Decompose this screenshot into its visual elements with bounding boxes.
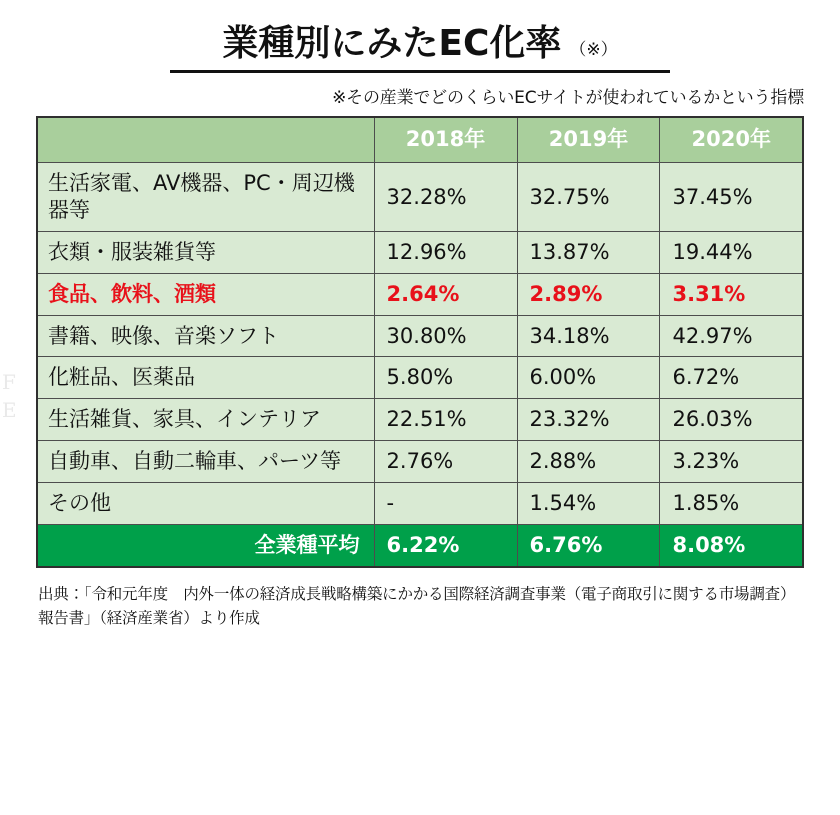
page-title-text: 業種別にみたEC化率 bbox=[222, 23, 562, 64]
cell-2020: 3.31% bbox=[660, 273, 803, 315]
table-row bbox=[37, 357, 803, 399]
cell-2020: 19.44% bbox=[660, 231, 803, 273]
cell-2019: 32.75% bbox=[517, 163, 660, 232]
cell-2018: - bbox=[374, 483, 517, 525]
cell-2019: 2.88% bbox=[517, 441, 660, 483]
subtitle-note: ※その産業でどのくらいECサイトが使われているかという指標 bbox=[332, 87, 804, 108]
cell-2019: 13.87% bbox=[517, 231, 660, 273]
decorative-edge-mark: F bbox=[2, 370, 16, 394]
total-label: 全業種平均 bbox=[37, 524, 374, 566]
row-label: その他 bbox=[37, 483, 374, 525]
cell-2019: 2.89% bbox=[517, 273, 660, 315]
row-label: 生活雑貨、家具、インテリア bbox=[37, 399, 374, 441]
table-footer bbox=[37, 524, 803, 566]
cell-2018: 22.51% bbox=[374, 399, 517, 441]
cell-2019: 23.32% bbox=[517, 399, 660, 441]
cell-2020: 6.72% bbox=[660, 357, 803, 399]
title-underline bbox=[170, 70, 670, 73]
total-2019: 6.76% bbox=[517, 524, 660, 566]
row-label: 化粧品、医薬品 bbox=[37, 357, 374, 399]
source-note: 出典：「令和元年度 内外一体の経済成長戦略構築にかかる国際経済調査事業（電子商取引に関する市場調査）報告書」（経済産業省）より作成 bbox=[38, 584, 796, 627]
cell-2020: 26.03% bbox=[660, 399, 803, 441]
page-title-note: （※） bbox=[569, 39, 618, 60]
row-label: 衣類・服装雑貨等 bbox=[37, 231, 374, 273]
table-row-highlighted bbox=[37, 273, 803, 315]
column-header-category bbox=[37, 117, 374, 163]
table-header-row bbox=[37, 117, 803, 163]
table-container bbox=[20, 116, 820, 568]
cell-2018: 32.28% bbox=[374, 163, 517, 232]
cell-2019: 6.00% bbox=[517, 357, 660, 399]
table-row bbox=[37, 163, 803, 232]
cell-2020: 37.45% bbox=[660, 163, 803, 232]
cell-2020: 42.97% bbox=[660, 315, 803, 357]
row-label: 食品、飲料、酒類 bbox=[37, 273, 374, 315]
cell-2020: 1.85% bbox=[660, 483, 803, 525]
table-row bbox=[37, 315, 803, 357]
column-header-2020: 2020年 bbox=[660, 117, 803, 163]
ec-rate-table bbox=[36, 116, 804, 568]
column-header-2019: 2019年 bbox=[517, 117, 660, 163]
row-label: 自動車、自動二輪車、パーツ等 bbox=[37, 441, 374, 483]
total-2018: 6.22% bbox=[374, 524, 517, 566]
table-body bbox=[37, 163, 803, 525]
cell-2018: 2.76% bbox=[374, 441, 517, 483]
column-header-2018: 2018年 bbox=[374, 117, 517, 163]
total-2020: 8.08% bbox=[660, 524, 803, 566]
row-label: 生活家電、AV機器、PC・周辺機器等 bbox=[37, 163, 374, 232]
cell-2018: 2.64% bbox=[374, 273, 517, 315]
table-row bbox=[37, 399, 803, 441]
table-row bbox=[37, 441, 803, 483]
table-header bbox=[37, 117, 803, 163]
decorative-edge-mark: E bbox=[2, 398, 17, 422]
cell-2019: 34.18% bbox=[517, 315, 660, 357]
row-label: 書籍、映像、音楽ソフト bbox=[37, 315, 374, 357]
table-total-row bbox=[37, 524, 803, 566]
table-row bbox=[37, 231, 803, 273]
table-row bbox=[37, 483, 803, 525]
cell-2020: 3.23% bbox=[660, 441, 803, 483]
cell-2018: 30.80% bbox=[374, 315, 517, 357]
cell-2018: 5.80% bbox=[374, 357, 517, 399]
cell-2018: 12.96% bbox=[374, 231, 517, 273]
page-title bbox=[20, 24, 820, 64]
cell-2019: 1.54% bbox=[517, 483, 660, 525]
